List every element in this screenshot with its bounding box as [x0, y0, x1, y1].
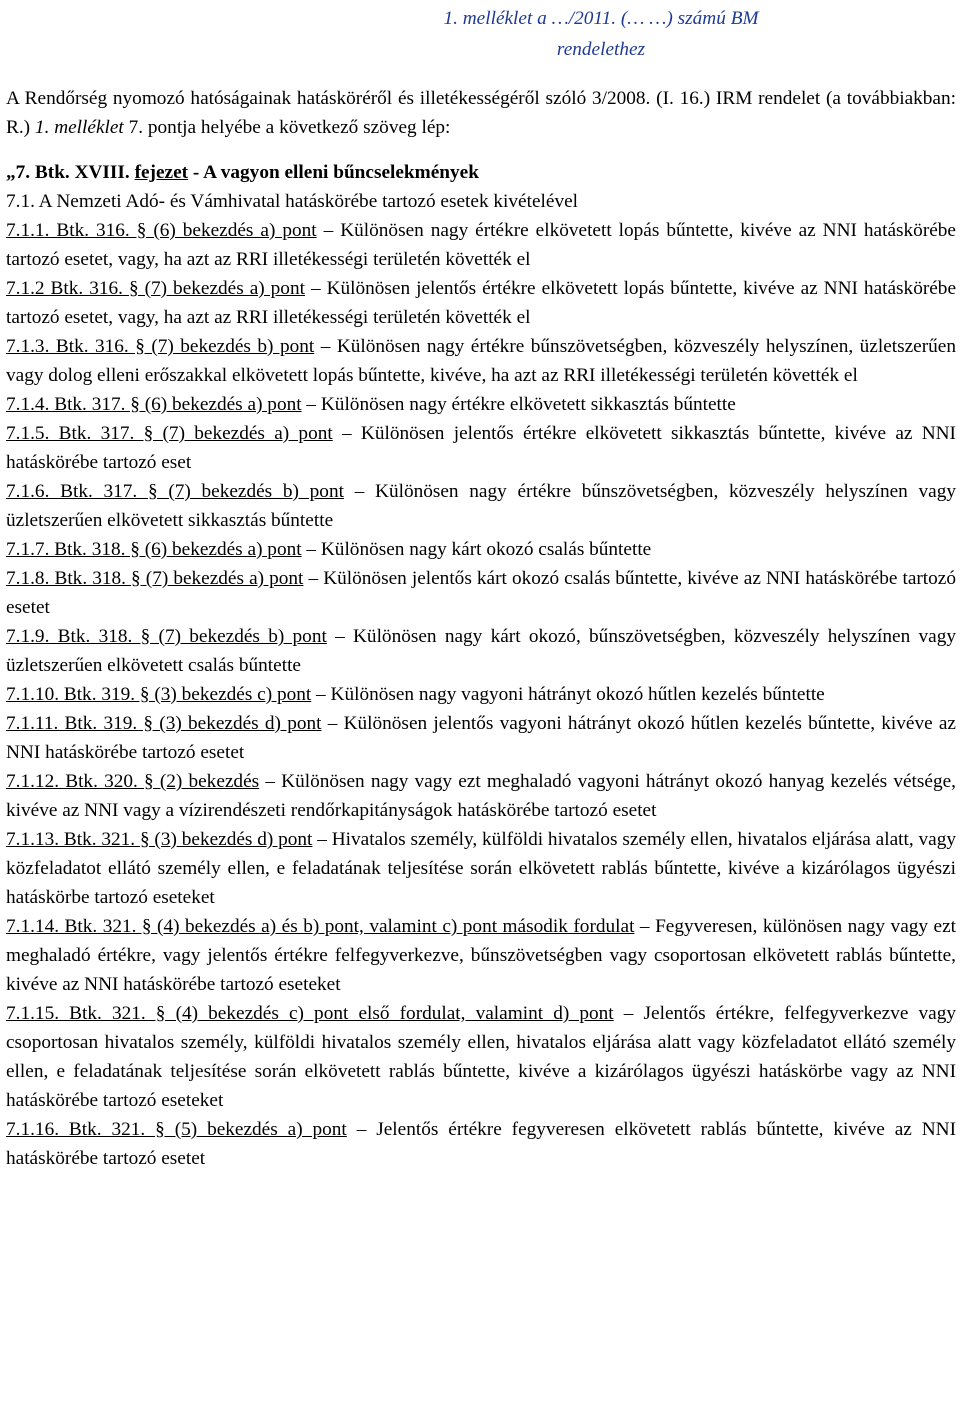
entry-list — [6, 216, 956, 1173]
entry-reference: 7.1.12. Btk. 320. § (2) bekezdés — [6, 771, 260, 792]
annex-header — [6, 0, 956, 65]
list-item — [6, 419, 956, 477]
entry-text: – Különösen nagy vagy ezt meghaladó vagyoni hátrányt okozó hanyag kezelés vétsége, kivéve az NNI vagy a vízirendészeti rendőrkapitányságok hatáskörébe tartozó esetet — [6, 771, 956, 821]
entry-text: – Különösen jelentős kárt okozó csalás bűntette, kivéve az NNI hatáskörébe tartozó esetet — [6, 568, 957, 618]
list-item — [6, 216, 956, 274]
entry-reference: 7.1.1. Btk. 316. § (6) bekezdés a) pont — [6, 220, 317, 241]
list-item — [6, 390, 956, 419]
entry-reference: 7.1.3. Btk. 316. § (7) bekezdés b) pont — [6, 336, 315, 357]
list-item — [6, 767, 956, 825]
entry-text: – Különösen nagy értékre elkövetett lopás bűntette, kivéve az NNI hatáskörébe tartozó esetet, vagy, ha azt az RRI illetékességi területén követték el — [6, 220, 956, 270]
entry-reference: 7.1.4. Btk. 317. § (6) bekezdés a) pont — [6, 394, 302, 415]
intro-text-before: A Rendőrség nyomozó hatóságainak hatásköréről és illetékességéről szóló 3/2008. (I. 16.) IRM rendelet (a továbbiakban: R.) — [6, 88, 956, 138]
intro-text-after: 7. pontja helyébe a következő szöveg lép: — [123, 117, 451, 138]
entry-text: – Különösen jelentős vagyoni hátrányt okozó hűtlen kezelés bűntette, kivéve az NNI hatáskörébe tartozó esetet — [6, 713, 956, 763]
chapter-prefix: „7. Btk. XVIII. — [6, 162, 135, 183]
entry-text: – Jelentős értékre fegyveresen elkövetett rablás bűntette, kivéve az NNI hatáskörébe tartozó esetet — [6, 1119, 956, 1169]
entry-text: – Különösen nagy értékre bűnszövetségben, közveszély helyszínen, üzletszerűen vagy dolog elleni erőszakkal elkövetett lopás bűntette, kivéve, ha azt az RRI illetékességi területén követték el — [6, 336, 957, 386]
list-item — [6, 332, 956, 390]
entry-reference: 7.1.16. Btk. 321. § (5) bekezdés a) pont — [6, 1119, 347, 1140]
entry-text: – Különösen nagy kárt okozó csalás bűntette — [301, 539, 652, 560]
list-item — [6, 477, 956, 535]
list-item — [6, 1115, 956, 1173]
entry-reference: 7.1.5. Btk. 317. § (7) bekezdés a) pont — [6, 423, 333, 444]
entry-text: – Fegyveresen, különösen nagy vagy ezt meghaladó értékre, vagy jelentős értékre felfegyverkezve, bűnszövetségben vagy csoportosan elkövetett rablás bűntette, kivéve az NNI hatáskörébe tartozó eseteket — [6, 916, 956, 995]
chapter-suffix: - A vagyon elleni bűncselekmények — [188, 162, 479, 183]
list-item — [6, 999, 956, 1115]
entry-text: – Jelentős értékre, felfegyverkezve vagy csoportosan hivatalos személy, külföldi hivatalos személy ellen, hivatalos eljárása alatt vagy közfeladatot ellátó személy ellen, e feladatának teljesítése során elkövetett rablás bűntette, kivéve a kizárólagos ügyészi hatáskörbe vagy az NNI hatáskörébe tartozó eseteket — [6, 1003, 957, 1111]
entry-text: – Különösen nagy értékre elkövetett sikkasztás bűntette — [301, 394, 736, 415]
section-heading: 7.1. A Nemzeti Adó- és Vámhivatal hatáskörébe tartozó esetek kivételével — [6, 191, 578, 212]
document-page — [6, 0, 956, 1173]
entry-reference: 7.1.13. Btk. 321. § (3) bekezdés d) pont — [6, 829, 313, 850]
entry-reference: 7.1.15. Btk. 321. § (4) bekezdés c) pont első fordulat, valamint d) pont — [6, 1003, 614, 1024]
annex-header-line1: 1. melléklet a …/2011. (… …) számú BM — [443, 8, 759, 29]
entry-reference: 7.1.8. Btk. 318. § (7) bekezdés a) pont — [6, 568, 304, 589]
intro-paragraph — [6, 84, 956, 142]
list-item — [6, 825, 956, 912]
entry-text: – Különösen nagy vagyoni hátrányt okozó hűtlen kezelés bűntette — [311, 684, 825, 705]
list-item — [6, 680, 956, 709]
entry-reference: 7.1.6. Btk. 317. § (7) bekezdés b) pont — [6, 481, 344, 502]
entry-text: – Különösen nagy kárt okozó, bűnszövetségben, közveszély helyszínen vagy üzletszerűen elkövetett csalás bűntette — [6, 626, 956, 676]
list-item — [6, 564, 956, 622]
entry-text: – Hivatalos személy, külföldi hivatalos személy ellen, hivatalos eljárása alatt, vagy közfeladatot ellátó személy ellen, e feladatának teljesítése során elkövetett rablás bűntette, kivéve a kizárólagos ügyészi hatáskörbe tartozó eseteket — [6, 829, 956, 908]
list-item — [6, 535, 956, 564]
entry-reference: 7.1.2 Btk. 316. § (7) bekezdés a) pont — [6, 278, 305, 299]
entry-reference: 7.1.9. Btk. 318. § (7) bekezdés b) pont — [6, 626, 327, 647]
list-item — [6, 622, 956, 680]
annex-header-line2: rendelethez — [556, 39, 646, 60]
entry-reference: 7.1.10. Btk. 319. § (3) bekezdés c) pont — [6, 684, 312, 705]
list-item — [6, 274, 956, 332]
entry-reference: 7.1.7. Btk. 318. § (6) bekezdés a) pont — [6, 539, 302, 560]
intro-text-italic: 1. melléklet — [34, 117, 124, 138]
chapter-title — [6, 158, 956, 187]
entry-text: – Különösen nagy értékre bűnszövetségben, közveszély helyszínen vagy üzletszerűen elkövetett sikkasztás bűntette — [6, 481, 956, 531]
entry-reference: 7.1.11. Btk. 319. § (3) bekezdés d) pont — [6, 713, 322, 734]
entry-text: – Különösen jelentős értékre elkövetett lopás bűntette, kivéve az NNI hatáskörébe tartozó esetet, vagy, ha azt az RRI illetékességi területén követték el — [6, 278, 957, 328]
list-item — [6, 709, 956, 767]
chapter-underlined: fejezet — [134, 162, 189, 183]
entry-text: – Különösen jelentős értékre elkövetett sikkasztás bűntette, kivéve az NNI hatáskörébe tartozó eset — [6, 423, 956, 473]
entry-reference: 7.1.14. Btk. 321. § (4) bekezdés a) és b) pont, valamint c) pont második fordulat — [6, 916, 635, 937]
list-item — [6, 912, 956, 999]
